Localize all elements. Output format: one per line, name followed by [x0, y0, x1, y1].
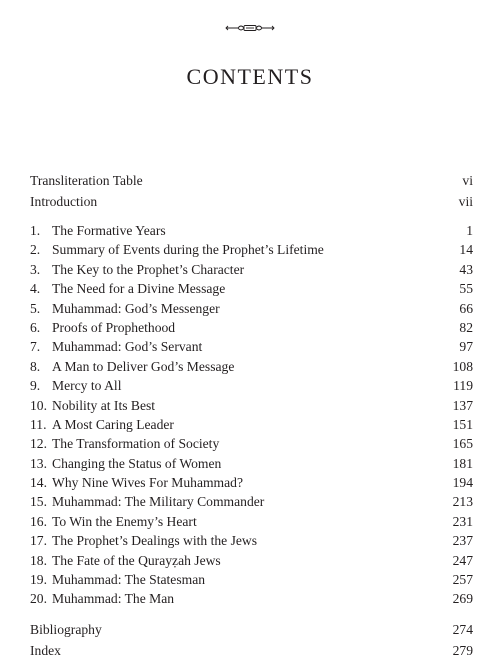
chapter-title: A Man to Deliver God’s Message: [52, 358, 235, 374]
chapter-number: 3.: [30, 261, 41, 277]
toc-chapter-entry[interactable]: [30, 376, 473, 395]
toc-chapter-entry[interactable]: [30, 240, 473, 259]
toc-chapter-entry[interactable]: [30, 473, 473, 492]
chapter-title: The Prophet’s Dealings with the Jews: [52, 533, 258, 549]
front-matter-list: [30, 170, 473, 212]
toc-chapter-entry[interactable]: [30, 221, 473, 240]
toc-chapter-label: [30, 551, 221, 570]
chapter-title: Muhammad: God’s Servant: [52, 339, 203, 355]
toc-chapter-entry[interactable]: [30, 492, 473, 511]
chapter-title: The Transformation of Society: [52, 436, 220, 452]
chapter-number: 14.: [30, 475, 47, 491]
toc-chapter-entry[interactable]: [30, 551, 473, 570]
chapter-title: Muhammad: The Man: [52, 591, 175, 607]
back-matter-list: [30, 619, 473, 661]
chapter-number: 18.: [30, 552, 47, 568]
toc-chapter-entry[interactable]: [30, 434, 473, 453]
toc-chapter-label: [30, 240, 324, 259]
chapter-number: 11.: [30, 416, 47, 432]
toc-chapter-entry[interactable]: [30, 415, 473, 434]
chapter-page-number: 97: [459, 339, 473, 355]
chapter-page-number: 108: [452, 358, 473, 374]
toc-chapter-entry[interactable]: [30, 357, 473, 376]
chapter-title: A Most Caring Leader: [52, 416, 174, 432]
chapter-number: 17.: [30, 533, 47, 549]
chapter-page-number: 237: [452, 533, 473, 549]
toc-chapter-entry[interactable]: [30, 279, 473, 298]
toc-chapter-entry[interactable]: [30, 589, 473, 608]
chapter-title: Nobility at Its Best: [52, 397, 156, 413]
chapter-title: Why Nine Wives For Muhammad?: [52, 475, 243, 491]
chapter-page-number: 14: [459, 242, 473, 258]
toc-entry-title: Introduction: [30, 194, 98, 209]
toc-chapter-entry[interactable]: [30, 454, 473, 473]
toc-chapter-label: [30, 357, 234, 376]
chapter-page-number: 247: [452, 552, 473, 568]
chapter-title: To Win the Enemy’s Heart: [52, 513, 197, 529]
chapter-title: The Need for a Divine Message: [52, 281, 226, 297]
toc-chapter-label: [30, 318, 175, 337]
toc-chapter-label: [30, 299, 220, 318]
chapter-page-number: 269: [452, 591, 473, 607]
chapter-number: 19.: [30, 572, 47, 588]
chapter-page-number: 43: [459, 261, 473, 277]
chapter-title: Muhammad: The Military Commander: [52, 494, 265, 510]
toc-entry-title: Bibliography: [30, 622, 102, 637]
toc-entry-page: vii: [458, 194, 473, 209]
chapter-title: Proofs of Prophethood: [52, 319, 176, 335]
chapter-number: 5.: [30, 300, 41, 316]
chapter-title: The Formative Years: [52, 223, 166, 238]
chapter-page-number: 82: [459, 319, 473, 335]
page-title: CONTENTS: [186, 64, 314, 89]
toc-chapter-label: [30, 376, 121, 395]
toc-chapter-label: [30, 492, 264, 511]
chapter-title: Mercy to All: [52, 378, 122, 394]
toc-entry-title: Transliteration Table: [30, 173, 143, 188]
toc-chapter-entry[interactable]: [30, 299, 473, 318]
chapter-page-number: 165: [452, 436, 473, 452]
toc-chapter-label: [30, 434, 219, 453]
chapter-page-number: 137: [452, 397, 473, 413]
chapter-page-number: 257: [452, 572, 473, 588]
chapter-number: 1.: [30, 223, 41, 238]
toc-entry[interactable]: [30, 191, 473, 212]
chapter-number: 15.: [30, 494, 47, 510]
chapter-page-number: 194: [452, 475, 473, 491]
chapter-title: The Fate of the Qurayẓah Jews: [52, 552, 221, 568]
chapter-page-number: 1: [466, 223, 473, 238]
chapter-page-number: 119: [453, 378, 473, 394]
chapter-number: 13.: [30, 455, 47, 471]
chapter-number: 2.: [30, 242, 41, 258]
toc-chapter-entry[interactable]: [30, 396, 473, 415]
toc-chapter-entry[interactable]: [30, 512, 473, 531]
toc-entry[interactable]: [30, 619, 473, 640]
toc-chapter-entry[interactable]: [30, 337, 473, 356]
toc-chapter-entry[interactable]: [30, 318, 473, 337]
toc-chapter-label: [30, 260, 244, 279]
chapter-number: 9.: [30, 378, 41, 394]
toc-entry-page: 274: [452, 622, 473, 637]
toc-entry-page: 279: [452, 643, 473, 658]
chapter-page-number: 231: [452, 513, 473, 529]
toc-chapter-label: [30, 512, 197, 531]
chapter-title: Muhammad: God’s Messenger: [52, 300, 220, 316]
toc-chapter-label: [30, 473, 243, 492]
chapter-page-number: 151: [452, 416, 473, 432]
chapter-title: Summary of Events during the Prophet’s Lifetime: [52, 242, 324, 258]
toc-entry-page: vi: [462, 173, 473, 188]
chapter-title: The Key to the Prophet’s Character: [52, 261, 245, 277]
chapter-title: Changing the Status of Women: [52, 455, 222, 471]
chapter-title: Muhammad: The Statesman: [52, 572, 206, 588]
toc-chapter-label: [30, 531, 257, 550]
toc-chapter-label: [30, 396, 155, 415]
chapter-number: 7.: [30, 339, 41, 355]
chapter-number: 8.: [30, 358, 41, 374]
toc-chapter-label: [30, 570, 205, 589]
chapter-number: 10.: [30, 397, 47, 413]
toc-chapter-label: [30, 415, 174, 434]
chapter-list: [30, 221, 473, 609]
chapter-number: 12.: [30, 436, 47, 452]
toc-entry[interactable]: [30, 640, 473, 661]
decorative-flourish-icon: [0, 20, 500, 34]
toc-chapter-entry[interactable]: [30, 260, 473, 279]
toc-chapter-label: [30, 454, 221, 473]
chapter-number: 6.: [30, 319, 41, 335]
chapter-page-number: 66: [459, 300, 473, 316]
toc-entry-title: Index: [30, 643, 61, 658]
toc-entry[interactable]: [30, 170, 473, 191]
chapter-number: 16.: [30, 513, 47, 529]
toc-chapter-label: [30, 221, 166, 240]
chapter-page-number: 55: [459, 281, 473, 297]
chapter-number: 4.: [30, 281, 41, 297]
chapter-page-number: 213: [452, 494, 473, 510]
chapter-number: 20.: [30, 591, 47, 607]
toc-chapter-label: [30, 279, 225, 298]
toc-chapter-label: [30, 337, 202, 356]
toc-chapter-entry[interactable]: [30, 570, 473, 589]
chapter-page-number: 181: [452, 455, 473, 471]
toc-chapter-entry[interactable]: [30, 531, 473, 550]
toc-chapter-label: [30, 589, 174, 608]
